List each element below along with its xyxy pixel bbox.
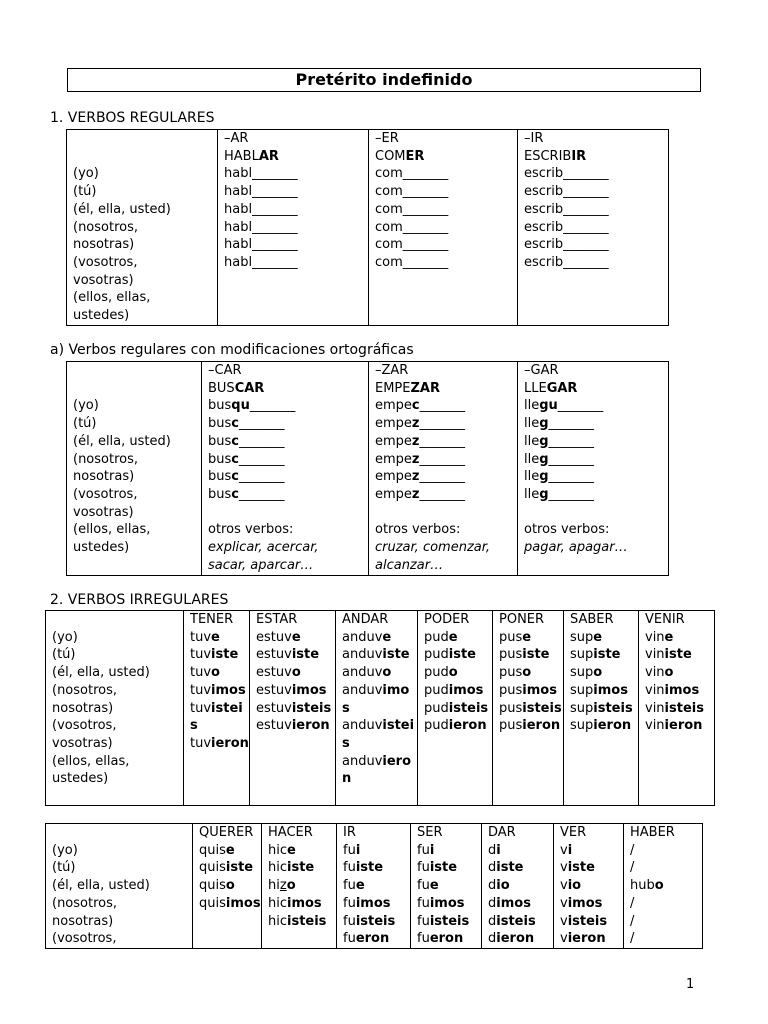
text-line: lleg_______ xyxy=(524,451,595,467)
verb-form: quiso xyxy=(199,878,235,894)
verb-saber-cell xyxy=(564,611,639,806)
text-line: llegu_______ xyxy=(524,398,604,414)
ir-verbs-cell xyxy=(518,130,669,326)
verb-form: SER xyxy=(417,825,443,840)
verb-form: pusisteis xyxy=(499,700,562,716)
verb-form: pudo xyxy=(424,665,458,681)
verb-form: QUERER xyxy=(199,825,254,840)
text-line: (yo) xyxy=(73,166,99,182)
text-line: nosotras) xyxy=(52,913,114,929)
text-line: com_______ xyxy=(375,166,449,182)
verb-ver-cell xyxy=(554,824,624,949)
page-title: Pretérito indefinido xyxy=(67,68,701,92)
text-line: habl_______ xyxy=(224,201,298,217)
verb-form: SABER xyxy=(570,612,614,627)
text-line: –ER xyxy=(375,131,399,146)
text-line: escrib_______ xyxy=(524,166,609,182)
text-line: cruzar, comenzar, xyxy=(375,540,491,556)
verb-form: anduvisteis xyxy=(342,718,415,751)
verb-querer-cell xyxy=(193,824,262,949)
verb-form: ESTAR xyxy=(256,612,298,627)
verb-form: tuviste xyxy=(190,647,239,663)
verb-form: fuiste xyxy=(417,860,458,876)
text-line: sacar, aparcar… xyxy=(208,557,314,573)
text-line: LLEGAR xyxy=(524,380,578,396)
text-line: EMPEZAR xyxy=(375,380,440,396)
verb-form: supisteis xyxy=(570,700,633,716)
irregular-verbs-table-2 xyxy=(45,823,703,949)
text-line: habl_______ xyxy=(224,166,298,182)
verb-form: puso xyxy=(499,665,532,681)
text-line: lleg_______ xyxy=(524,433,595,449)
verb-form: / xyxy=(630,895,635,911)
verb-form: pusimos xyxy=(499,682,557,698)
text-line xyxy=(73,362,201,380)
verb-form: supiste xyxy=(570,647,621,663)
verb-form: DAR xyxy=(488,825,516,840)
verb-form: hice xyxy=(268,842,296,858)
verb-form: disteis xyxy=(488,913,536,929)
text-line: (nosotros, xyxy=(73,451,139,467)
text-line: (vosotros, xyxy=(73,254,138,270)
verb-form: vinieron xyxy=(645,718,703,734)
section-heading-irregular-verbs: 2. VERBOS IRREGULARES xyxy=(50,592,229,608)
verb-form: fui xyxy=(343,842,361,858)
text-line: otros verbos: xyxy=(375,522,461,538)
irregular-verbs-table-1 xyxy=(45,610,715,806)
verb-form: anduve xyxy=(342,629,392,645)
text-line: BUSCAR xyxy=(208,380,265,396)
regular-verbs-table xyxy=(66,129,669,326)
text-line: HABLAR xyxy=(224,148,279,164)
text-line: vosotras) xyxy=(73,504,134,520)
verb-form: vio xyxy=(560,878,582,894)
verb-form: vieron xyxy=(560,931,606,947)
text-line: escrib_______ xyxy=(524,201,609,217)
text-line: (él, ella, usted) xyxy=(52,878,150,894)
text-line: busc_______ xyxy=(208,451,285,467)
text-line: escrib_______ xyxy=(524,237,609,253)
verb-form: HABER xyxy=(630,825,675,840)
verb-form: fuiste xyxy=(343,860,384,876)
text-line: pagar, apagar… xyxy=(524,540,628,556)
verb-form: pudiste xyxy=(424,647,476,663)
text-line: habl_______ xyxy=(224,219,298,235)
verb-form: pude xyxy=(424,629,458,645)
text-line xyxy=(52,824,192,842)
verb-form: VER xyxy=(560,825,587,840)
persons-cell xyxy=(67,130,218,326)
text-line: empez_______ xyxy=(375,451,465,467)
verb-form: estuvimos xyxy=(256,682,327,698)
verb-form: tuve xyxy=(190,629,220,645)
verb-dar-cell xyxy=(482,824,554,949)
verb-form: IR xyxy=(343,825,356,840)
text-line: (tú) xyxy=(73,184,97,200)
verb-form: viniste xyxy=(645,647,692,663)
verb-form: estuviste xyxy=(256,647,320,663)
verb-form: vinimos xyxy=(645,682,700,698)
text-line: habl_______ xyxy=(224,254,298,270)
verb-form: estuve xyxy=(256,629,301,645)
verb-form: fue xyxy=(343,878,365,894)
verb-form: anduvieron xyxy=(342,753,412,787)
verb-form: vimos xyxy=(560,895,603,911)
text-line: com_______ xyxy=(375,237,449,253)
verb-form: tuvieron xyxy=(190,735,249,751)
text-line: lleg_______ xyxy=(524,469,595,485)
verb-form: tuvimos xyxy=(190,682,246,698)
verb-form: hicisteis xyxy=(268,913,327,929)
verb-form: vinisteis xyxy=(645,700,704,716)
verb-form: tuvo xyxy=(190,665,220,681)
text-line: ustedes) xyxy=(73,308,130,324)
text-line: vosotras) xyxy=(73,272,134,288)
verb-venir-cell xyxy=(639,611,715,806)
text-line xyxy=(73,130,217,148)
verb-form: vine xyxy=(645,629,674,645)
text-line: empez_______ xyxy=(375,433,465,449)
text-line xyxy=(73,148,217,166)
text-line: (vosotros, xyxy=(73,486,138,502)
verb-ser-cell xyxy=(411,824,482,949)
verb-form: hubo xyxy=(630,878,664,894)
verb-form: hizo xyxy=(268,878,296,894)
verb-form: VENIR xyxy=(645,612,685,627)
text-line: otros verbos: xyxy=(524,522,610,538)
text-line: com_______ xyxy=(375,254,449,270)
page-number: 1 xyxy=(686,977,695,992)
text-line: nosotras) xyxy=(52,700,114,716)
text-line xyxy=(208,504,368,522)
text-line: (ellos, ellas, xyxy=(52,753,130,769)
verb-form: pudieron xyxy=(424,718,487,734)
text-line: (yo) xyxy=(73,398,99,414)
verb-form: quisiste xyxy=(199,860,254,876)
text-line: nosotras) xyxy=(73,237,135,253)
text-line: busc_______ xyxy=(208,433,285,449)
text-line: habl_______ xyxy=(224,237,298,253)
verb-form: fueron xyxy=(417,931,464,947)
verb-form: viste xyxy=(560,860,595,876)
verb-ir-cell xyxy=(337,824,411,949)
text-line xyxy=(524,504,668,522)
text-line: (nosotros, xyxy=(73,219,139,235)
verb-poder-cell xyxy=(418,611,493,806)
text-line: (tú) xyxy=(52,860,76,876)
verb-form: / xyxy=(630,931,635,947)
text-line xyxy=(73,380,201,398)
text-line: COMER xyxy=(375,148,425,164)
verb-form: ANDAR xyxy=(342,612,389,627)
verb-form: hiciste xyxy=(268,860,315,876)
text-line: (ellos, ellas, xyxy=(73,522,151,538)
verb-haber-cell xyxy=(624,824,703,949)
text-line: explicar, acercar, xyxy=(208,540,319,556)
section-heading-orthographic-changes: a) Verbos regulares con modificaciones ortográficas xyxy=(50,342,414,358)
verb-hacer-cell xyxy=(262,824,337,949)
text-line: escrib_______ xyxy=(524,184,609,200)
persons-cell xyxy=(46,824,193,949)
verb-form: quisimos xyxy=(199,895,261,911)
text-line: –AR xyxy=(224,131,249,146)
verb-form: puse xyxy=(499,629,532,645)
verb-form: fuimos xyxy=(343,895,391,911)
verb-form: visteis xyxy=(560,913,608,929)
verb-form: quise xyxy=(199,842,235,858)
verb-form: anduvo xyxy=(342,665,392,681)
text-line: ustedes) xyxy=(52,771,109,787)
gar-verbs-cell xyxy=(518,362,669,576)
verb-form: estuvieron xyxy=(256,718,330,734)
verb-form: supo xyxy=(570,665,603,681)
verb-form: di xyxy=(488,842,501,858)
verb-form: dimos xyxy=(488,895,531,911)
text-line: empez_______ xyxy=(375,469,465,485)
text-line: (él, ella, usted) xyxy=(73,433,171,449)
text-line: (yo) xyxy=(52,629,78,645)
verb-form: diste xyxy=(488,860,524,876)
verb-form: fue xyxy=(417,878,439,894)
text-line: nosotras) xyxy=(73,469,135,485)
verb-form: dieron xyxy=(488,931,535,947)
text-line: –CAR xyxy=(208,363,242,378)
text-line: –GAR xyxy=(524,363,559,378)
text-line: (yo) xyxy=(52,842,78,858)
text-line: (ellos, ellas, xyxy=(73,290,151,306)
verb-form: fueron xyxy=(343,931,390,947)
orthographic-verbs-table xyxy=(66,361,669,576)
verb-form: / xyxy=(630,860,635,876)
text-line: alcanzar… xyxy=(375,557,444,573)
section-heading-regular-verbs: 1. VERBOS REGULARES xyxy=(50,110,215,126)
verb-form: fui xyxy=(417,842,435,858)
text-line: ustedes) xyxy=(73,540,130,556)
text-line: vosotras) xyxy=(52,735,113,751)
verb-form: / xyxy=(630,913,635,929)
text-line: (nosotros, xyxy=(52,895,118,911)
verb-form: pusiste xyxy=(499,647,550,663)
verb-form: fuisteis xyxy=(417,913,470,929)
verb-form: pudisteis xyxy=(424,700,489,716)
text-line: empec_______ xyxy=(375,398,466,414)
text-line: escrib_______ xyxy=(524,254,609,270)
text-line xyxy=(52,611,183,629)
text-line: com_______ xyxy=(375,184,449,200)
text-line: escrib_______ xyxy=(524,219,609,235)
ar-verbs-cell xyxy=(218,130,369,326)
verb-form: anduvimos xyxy=(342,682,410,716)
verb-form: fuimos xyxy=(417,895,465,911)
text-line: com_______ xyxy=(375,219,449,235)
verb-tener-cell xyxy=(184,611,250,806)
verb-form: TENER xyxy=(190,612,234,627)
verb-form: HACER xyxy=(268,825,313,840)
verb-form: pusieron xyxy=(499,718,561,734)
verb-form: dio xyxy=(488,878,510,894)
text-line: (él, ella, usted) xyxy=(73,201,171,217)
er-verbs-cell xyxy=(369,130,518,326)
verb-form: hicimos xyxy=(268,895,322,911)
zar-verbs-cell xyxy=(369,362,518,576)
text-line: (vosotros, xyxy=(52,931,117,947)
verb-form: supieron xyxy=(570,718,632,734)
verb-form: / xyxy=(630,842,635,858)
car-verbs-cell xyxy=(202,362,369,576)
text-line: ESCRIBIR xyxy=(524,148,587,164)
persons-cell xyxy=(67,362,202,576)
text-line: (él, ella, usted) xyxy=(52,665,150,681)
text-line: busc_______ xyxy=(208,469,285,485)
text-line: habl_______ xyxy=(224,184,298,200)
text-line xyxy=(375,504,517,522)
verb-form: estuvo xyxy=(256,665,301,681)
text-line: (nosotros, xyxy=(52,682,118,698)
verb-andar-cell xyxy=(336,611,418,806)
verb-form: pudimos xyxy=(424,682,484,698)
verb-poner-cell xyxy=(493,611,564,806)
verb-form: supimos xyxy=(570,682,628,698)
text-line: (tú) xyxy=(52,647,76,663)
verb-form: fuisteis xyxy=(343,913,396,929)
text-line: com_______ xyxy=(375,201,449,217)
text-line: (vosotros, xyxy=(52,718,117,734)
text-line: busc_______ xyxy=(208,416,285,432)
text-line: busqu_______ xyxy=(208,398,296,414)
verb-form: vi xyxy=(560,842,573,858)
verb-form: estuvisteis xyxy=(256,700,332,716)
text-line: lleg_______ xyxy=(524,416,595,432)
text-line: otros verbos: xyxy=(208,522,294,538)
text-line: empez_______ xyxy=(375,486,465,502)
text-line: –IR xyxy=(524,131,544,146)
text-line: busc_______ xyxy=(208,486,285,502)
verb-form: supe xyxy=(570,629,603,645)
persons-cell xyxy=(46,611,184,806)
text-line: empez_______ xyxy=(375,416,465,432)
verb-form: tuvisteis xyxy=(190,700,243,734)
text-line: lleg_______ xyxy=(524,486,595,502)
text-line: (tú) xyxy=(73,416,97,432)
verb-form: PODER xyxy=(424,612,470,627)
verb-form: PONER xyxy=(499,612,545,627)
verb-estar-cell xyxy=(250,611,336,806)
text-line: –ZAR xyxy=(375,363,409,378)
verb-form: anduviste xyxy=(342,647,410,663)
verb-form: vino xyxy=(645,665,674,681)
